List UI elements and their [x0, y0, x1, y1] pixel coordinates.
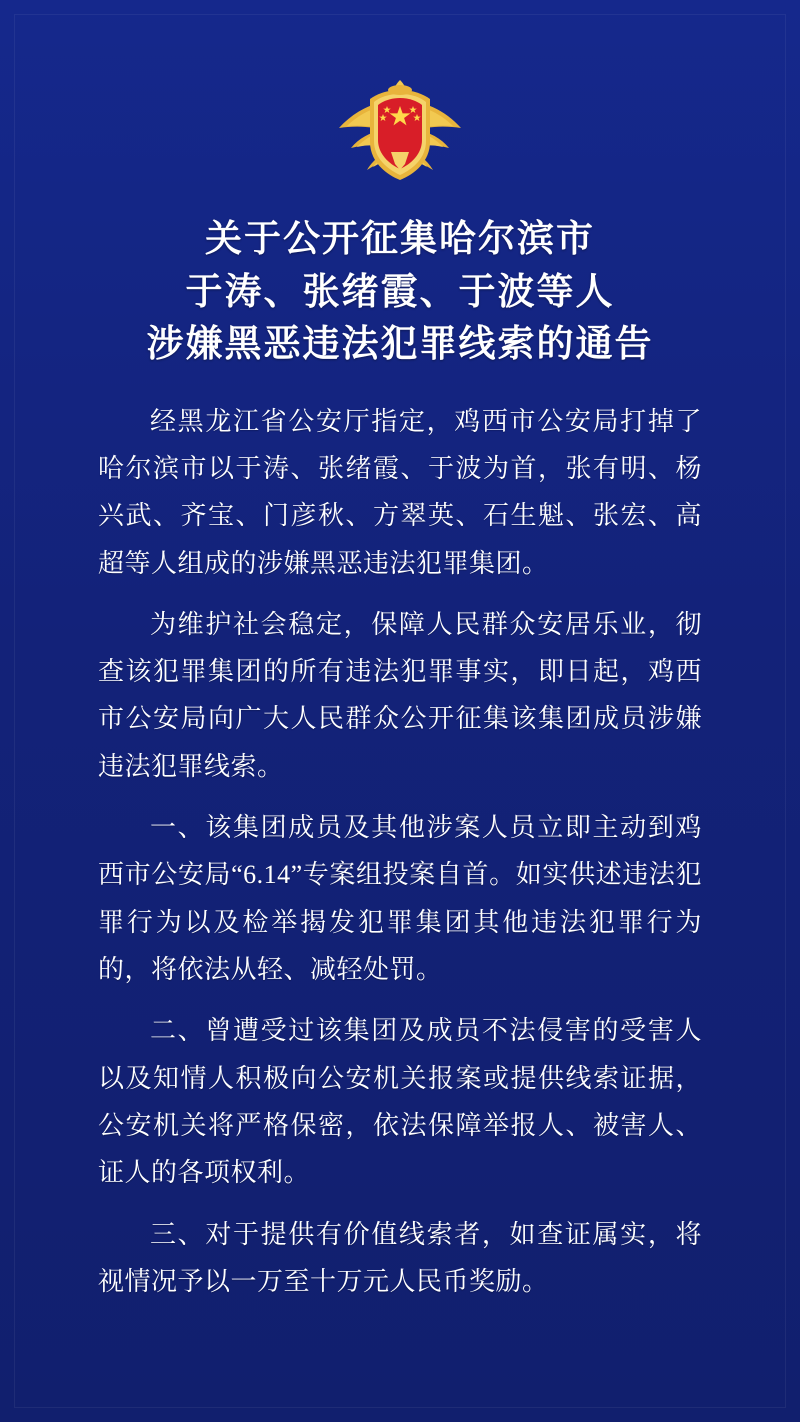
announcement-body [98, 398, 702, 1306]
title-line-1: 关于公开征集哈尔滨市 [205, 219, 595, 260]
paragraph-3: 一、该集团成员及其他涉案人员立即主动到鸡西市公安局“6.14”专案组投案自首。如实供述违法犯罪行为以及检举揭发犯罪集团其他违法犯罪行为的，将依法从轻、减轻处罚。 [98, 813, 702, 985]
title-line-3: 涉嫌黑恶违法犯罪线索的通告 [146, 324, 654, 366]
paragraph-4: 二、曾遭受过该集团及成员不法侵害的受害人以及知情人积极向公安机关报案或提供线索证据，公安机关将严格保密，依法保障举报人、被害人、证人的各项权利。 [98, 1016, 702, 1188]
title-line-2: 于涛、张绪霞、于波等人 [185, 271, 615, 313]
paragraph-5: 三、对于提供有价值线索者，如查证属实，将视情况予以一万至十万元人民币奖励。 [98, 1219, 702, 1296]
emblem-container [0, 0, 800, 192]
china-police-badge-icon [325, 66, 475, 192]
paragraph-2: 为维护社会稳定，保障人民群众安居乐业，彻查该犯罪集团的所有违法犯罪事实，即日起，鸡西市公安局向广大人民群众公开征集该集团成员涉嫌违法犯罪线索。 [98, 609, 702, 781]
paragraph-1: 经黑龙江省公安厅指定，鸡西市公安局打掉了哈尔滨市以于涛、张绪霞、于波为首，张有明、杨兴武、齐宝、门彦秋、方翠英、石生魁、张宏、高超等人组成的涉嫌黑恶违法犯罪集团。 [98, 406, 702, 578]
page-title [0, 214, 800, 372]
